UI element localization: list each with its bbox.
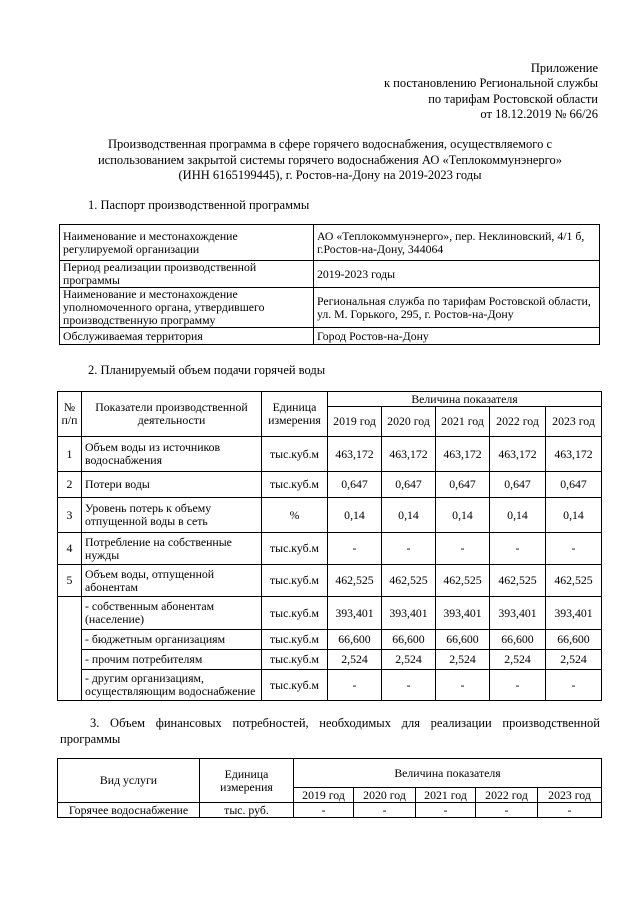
table-row [60, 328, 600, 345]
row-value: 393,401 [490, 597, 546, 630]
finance-table [57, 758, 602, 818]
appendix-line: к постановлению Региональной службы [383, 76, 598, 91]
header-year: 2023 год [538, 788, 602, 803]
section3-heading-line: 3. Объем финансовых потребностей, необходимых для реализации производственной [90, 716, 600, 730]
header-indicator: Показатели производственной деятельности [82, 392, 262, 437]
row-value: - [490, 670, 546, 701]
row-service: Горячее водоснабжение [58, 803, 200, 818]
title-line: Производственная программа в сфере горячего водоснабжения, осуществляемого с [107, 137, 553, 151]
row-value: 2,524 [490, 650, 546, 670]
row-unit: тыс.куб.м [262, 650, 328, 670]
row-value: - [538, 803, 602, 818]
row-num: 1 [58, 437, 82, 472]
row-value: 66,600 [546, 630, 602, 650]
row-value: - [546, 533, 602, 565]
row-unit: тыс. руб. [200, 803, 294, 818]
row-value: 0,647 [490, 472, 546, 498]
passport-value: Региональная служба по тарифам Ростовской области, ул. М. Горького, 295, г. Ростов-на-Дону [314, 288, 600, 328]
row-value: - [436, 533, 490, 565]
row-name: - бюджетным организациям [82, 630, 262, 650]
header-year: 2023 год [546, 407, 602, 437]
table-row [58, 670, 602, 701]
header-value: Величина показателя [328, 392, 602, 407]
row-name: - прочим потребителям [82, 650, 262, 670]
row-value: 2,524 [382, 650, 436, 670]
table-header-row [58, 759, 602, 788]
appendix-line: от 18.12.2019 № 66/26 [480, 106, 598, 121]
table-row [58, 597, 602, 630]
table-row [58, 803, 602, 818]
passport-label: Обслуживаемая территория [60, 328, 314, 345]
row-value: - [294, 803, 354, 818]
passport-value: Город Ростов-на-Дону [314, 328, 600, 345]
table-row [58, 533, 602, 565]
table-row [60, 261, 600, 288]
row-name: - собственным абонентам (население) [82, 597, 262, 630]
header-year: 2019 год [328, 407, 382, 437]
row-num: 5 [58, 565, 82, 597]
row-value: 0,647 [546, 472, 602, 498]
row-value: 463,172 [328, 437, 382, 472]
header-unit: Единица измерения [200, 759, 294, 803]
row-unit: тыс.куб.м [262, 597, 328, 630]
passport-value: АО «Теплокоммунэнерго», пер. Неклиновский, 4/1 б, г.Ростов-на-Дону, 344064 [314, 225, 600, 261]
row-value: 66,600 [436, 630, 490, 650]
header-year: 2022 год [490, 407, 546, 437]
row-value: - [546, 670, 602, 701]
row-value: 463,172 [436, 437, 490, 472]
row-value: 463,172 [546, 437, 602, 472]
row-value: 393,401 [436, 597, 490, 630]
row-value: 0,647 [382, 472, 436, 498]
section3-heading-line: программы [60, 732, 121, 746]
row-value: 0,14 [328, 498, 382, 533]
row-num: 4 [58, 533, 82, 565]
row-value: 393,401 [328, 597, 382, 630]
appendix-line: Приложение [530, 61, 598, 75]
row-value: 66,600 [490, 630, 546, 650]
header-year: 2022 год [476, 788, 538, 803]
title-line: (ИНН 6165199445), г. Ростов-на-Дону на 2019-2023 годы [178, 168, 482, 182]
appendix-line: по тарифам Ростовской области [428, 91, 598, 106]
header-year: 2021 год [416, 788, 476, 803]
appendix-block [384, 61, 598, 122]
table-row [58, 650, 602, 670]
header-service: Вид услуги [58, 759, 200, 803]
table-row [60, 225, 600, 261]
row-name: Объем воды, отпущенной абонентам [82, 565, 262, 597]
table-row [58, 472, 602, 498]
passport-label: Наименование и местонахождение регулируемой организации [60, 225, 314, 261]
row-value: 0,14 [490, 498, 546, 533]
row-value: 66,600 [328, 630, 382, 650]
header-unit: Единица измерения [262, 392, 328, 437]
row-unit: тыс.куб.м [262, 630, 328, 650]
row-unit: тыс.куб.м [262, 437, 328, 472]
header-num: № п/п [58, 392, 82, 437]
row-value: 463,172 [382, 437, 436, 472]
passport-table [59, 224, 600, 345]
row-name: Потребление на собственные нужды [82, 533, 262, 565]
row-name: Объем воды из источников водоснабжения [82, 437, 262, 472]
row-value: 66,600 [382, 630, 436, 650]
section2-heading: 2. Планируемый объем подачи горячей воды [88, 363, 326, 377]
passport-label: Период реализации производственной программы [60, 261, 314, 288]
row-value: 0,14 [546, 498, 602, 533]
passport-label: Наименование и местонахождение уполномоченного органа, утвердившего производственную программу [60, 288, 314, 328]
row-value: 2,524 [328, 650, 382, 670]
row-value: 393,401 [546, 597, 602, 630]
row-value: - [328, 670, 382, 701]
title-line: использованием закрытой системы горячего водоснабжения АО «Теплокоммунэнерго» [97, 152, 562, 167]
row-unit: тыс.куб.м [262, 533, 328, 565]
row-num: 2 [58, 472, 82, 498]
row-value: - [382, 533, 436, 565]
header-value: Величина показателя [294, 759, 602, 788]
header-year: 2020 год [382, 407, 436, 437]
row-value: 462,525 [382, 565, 436, 597]
table-row [58, 630, 602, 650]
row-value: - [476, 803, 538, 818]
document-title [60, 137, 600, 184]
header-year: 2021 год [436, 407, 490, 437]
row-num: 3 [58, 498, 82, 533]
row-name: - другим организациям, осуществляющим водоснабжение [82, 670, 262, 701]
row-value: - [490, 533, 546, 565]
table-row [58, 565, 602, 597]
section3-heading [60, 715, 600, 747]
row-value: 0,647 [328, 472, 382, 498]
row-value: - [354, 803, 416, 818]
row-value: - [416, 803, 476, 818]
row-value: 463,172 [490, 437, 546, 472]
row-name: Потери воды [82, 472, 262, 498]
table-row [58, 437, 602, 472]
row-value: 462,525 [546, 565, 602, 597]
row-num [58, 597, 82, 701]
row-value: 393,401 [382, 597, 436, 630]
row-value: 0,14 [382, 498, 436, 533]
row-value: 2,524 [546, 650, 602, 670]
table-header-row [58, 392, 602, 407]
row-value: - [382, 670, 436, 701]
row-value: 2,524 [436, 650, 490, 670]
row-name: Уровень потерь к объему отпущенной воды в сеть [82, 498, 262, 533]
row-value: - [436, 670, 490, 701]
row-value: - [328, 533, 382, 565]
row-value: 462,525 [490, 565, 546, 597]
header-year: 2019 год [294, 788, 354, 803]
header-year: 2020 год [354, 788, 416, 803]
row-value: 462,525 [436, 565, 490, 597]
row-unit: тыс.куб.м [262, 565, 328, 597]
row-unit: тыс.куб.м [262, 670, 328, 701]
row-unit: % [262, 498, 328, 533]
section1-heading: 1. Паспорт производственной программы [88, 198, 310, 212]
row-value: 0,647 [436, 472, 490, 498]
row-value: 0,14 [436, 498, 490, 533]
row-value: 462,525 [328, 565, 382, 597]
water-volume-table [57, 391, 602, 701]
row-unit: тыс.куб.м [262, 472, 328, 498]
passport-value: 2019-2023 годы [314, 261, 600, 288]
table-row [60, 288, 600, 328]
table-row [58, 498, 602, 533]
